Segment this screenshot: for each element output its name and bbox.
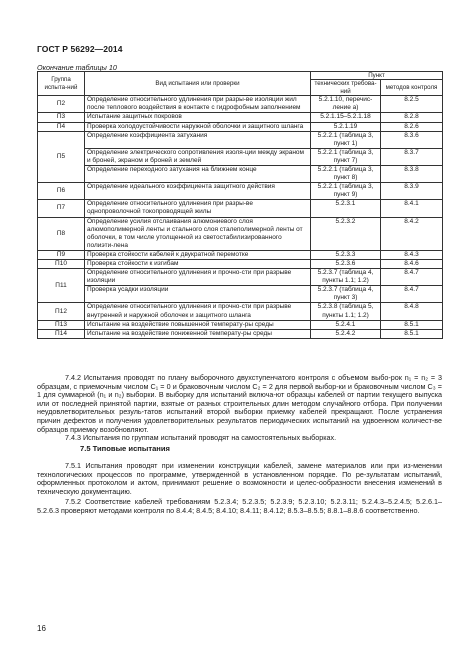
table-row xyxy=(38,250,443,259)
group-cell: П6 xyxy=(38,183,85,200)
methods-cell: 8.2.8 xyxy=(381,113,443,122)
table-row xyxy=(38,183,443,200)
group-cell: П9 xyxy=(38,250,85,259)
group-cell: П14 xyxy=(38,329,85,338)
table-caption: Окончание таблицы 10 xyxy=(37,63,117,72)
methods-cell: 8.5.1 xyxy=(381,329,443,338)
test-type-cell: Определение идеального коэффициента защитного действия xyxy=(85,183,311,200)
requirements-cell: 5.2.4.1 xyxy=(311,320,381,329)
requirements-cell: 5.2.1.15–5.2.1.18 xyxy=(311,113,381,122)
requirements-cell: 5.2.2.1 (таблица 3, пункт 7) xyxy=(311,148,381,165)
methods-cell: 8.3.6 xyxy=(381,131,443,148)
methods-cell: 8.5.1 xyxy=(381,320,443,329)
methods-cell: 8.2.5 xyxy=(381,96,443,113)
methods-cell: 8.4.7 xyxy=(381,269,443,286)
section-7-4 xyxy=(37,374,442,443)
table-row xyxy=(38,217,443,250)
methods-cell: 8.4.3 xyxy=(381,250,443,259)
table-row xyxy=(38,148,443,165)
group-cell: П4 xyxy=(38,122,85,131)
requirements-cell: 5.2.3.2 xyxy=(311,217,381,250)
test-type-cell: Определение относительного удлинения при разры-ве однопроволочной токопроводящей жилы xyxy=(85,200,311,217)
col-header-methods: методов контроля xyxy=(381,80,443,96)
methods-cell: 8.4.1 xyxy=(381,200,443,217)
table-row xyxy=(38,320,443,329)
test-type-cell: Определение переходного затухания на ближнем конце xyxy=(85,165,311,182)
requirements-cell: 5.2.1.10, перечис-ление а) xyxy=(311,96,381,113)
group-cell: П11 xyxy=(38,269,85,303)
table-row xyxy=(38,122,443,131)
methods-cell: 8.3.8 xyxy=(381,165,443,182)
requirements-cell: 5.2.3.7 (таблица 4, пункт 3) xyxy=(311,286,381,303)
group-cell: П5 xyxy=(38,131,85,183)
table-row xyxy=(38,303,443,320)
group-cell: П2 xyxy=(38,96,85,113)
requirements-cell: 5.2.3.6 xyxy=(311,260,381,269)
test-type-cell: Определение относительного удлинения и прочно-сти при разрыве изоляции xyxy=(85,269,311,286)
methods-cell: 8.4.7 xyxy=(381,286,443,303)
test-type-cell: Определение электрического сопротивления изоля-ции между экраном и броней, экраном и броней и землей xyxy=(85,148,311,165)
methods-cell: 8.2.6 xyxy=(381,122,443,131)
table-row xyxy=(38,96,443,113)
test-type-cell: Определение относительного удлинения и прочно-сти при разрыве внутренней и наружной оболочек и защитного шланга xyxy=(85,303,311,320)
col-header-group: Группа испыта-ний xyxy=(38,72,85,96)
paragraph-7-5-1: 7.5.1 Испытания проводят при изменении конструкции кабелей, замене материалов или при из-менении технологических процессов по программе, утвержденной в установленном порядке. По ре-зультатам испытаний, оформленных протоколом и актом, принимают решение о возможности и целес-ообразности внесения изменений в техническую документацию. xyxy=(37,461,442,496)
requirements-cell: 5.2.3.3 xyxy=(311,250,381,259)
test-type-cell: Проверка стойкости к изгибам xyxy=(85,260,311,269)
group-cell: П7 xyxy=(38,200,85,217)
group-cell: П3 xyxy=(38,113,85,122)
group-cell: П10 xyxy=(38,260,85,269)
requirements-cell: 5.2.2.1 (таблица 3, пункт 1) xyxy=(311,131,381,148)
methods-cell: 8.4.8 xyxy=(381,303,443,320)
table-row xyxy=(38,113,443,122)
test-type-cell: Проверка холодоустойчивости наружной оболочки и защитного шланга xyxy=(85,122,311,131)
col-header-type: Вид испытания или проверки xyxy=(85,72,311,96)
table-row xyxy=(38,269,443,286)
table-row xyxy=(38,200,443,217)
methods-cell: 8.4.6 xyxy=(381,260,443,269)
col-header-point: Пункт xyxy=(311,72,443,80)
page-number: 16 xyxy=(37,624,46,633)
col-header-requirements: технических требова-ний xyxy=(311,80,381,96)
test-type-cell: Проверка усадки изоляции xyxy=(85,286,311,303)
paragraph-7-4-3: 7.4.3 Испытания по группам испытаний проводят на самостоятельных выборках. xyxy=(65,433,337,443)
paragraph-7-5-2: 7.5.2 Соответствие кабелей требованиям 5.2.3.4; 5.2.3.5; 5.2.3.9; 5.2.3.10; 5.2.3.11; 5.2.4.3–5.2.4.5; 5.2.6.1–5.2.6.3 проверяют методами контроля по 8.4.4; 8.4.5; 8.4.10; 8.4.11; 8.4.12; 8.5.3–8.5.5; 8.8.1–8.8.6 соответственно. xyxy=(37,497,442,515)
table-row xyxy=(38,260,443,269)
table-row xyxy=(38,131,443,148)
requirements-cell: 5.2.3.7 (таблица 4, пункты 1.1; 1.2) xyxy=(311,269,381,286)
requirements-cell: 5.2.4.2 xyxy=(311,329,381,338)
test-type-cell: Испытание защитных покровов xyxy=(85,113,311,122)
test-type-cell: Определение относительного удлинения при разры-ве изоляции жил после теплового воздействия в контакте с гидрофобным заполнением xyxy=(85,96,311,113)
table-row xyxy=(38,329,443,338)
test-type-cell: Испытание на воздействие пониженной температу-ры среды xyxy=(85,329,311,338)
paragraph-7-4-2: 7.4.2 Испытания проводят по плану выборочного двухступенчатого контроля с объемом выбо-рок n₁ = n₂ = 3 образцам, с приемочным числом C₁ = 0 и браковочным числом C₂ = 2 для первой выбор-ки и браковочным числом C₃ = 1 для суммарной (n₁ и n₂) выборки. В выборку для испытаний включа-ют образцы кабелей от партии текущего выпуска или от последней принятой партии, взятые от разных строительных длин методом случайного отбора. При получении неудовлетворительных резуль-татов испытаний второй выборки приемку кабелей прекращают. После устранения причин дефектов и получения удовлетворительных результатов периодических испытаний на удвоенном количест-ве образцов приемку возобновляют. xyxy=(37,373,442,434)
group-cell: П8 xyxy=(38,217,85,250)
methods-cell: 8.3.9 xyxy=(381,183,443,200)
test-table xyxy=(37,71,443,339)
requirements-cell: 5.2.3.8 (таблица 5, пункты 1.1; 1.2) xyxy=(311,303,381,320)
methods-cell: 8.3.7 xyxy=(381,148,443,165)
table-row xyxy=(38,165,443,182)
test-type-cell: Определение коэффициента затухания xyxy=(85,131,311,148)
test-type-cell: Проверка стойкости кабелей к двукратной перемотке xyxy=(85,250,311,259)
methods-cell: 8.4.2 xyxy=(381,217,443,250)
section-heading-7-5: 7.5 Типовые испытания xyxy=(80,444,170,453)
section-7-5 xyxy=(37,462,442,516)
test-type-cell: Определение усилия отслаивания алюмониевого слоя алюмополимерной ленты и стального слоя сталеполимерной ленты от оболочки, в том числе утолщенной из светостабилизированного полиэти-лена xyxy=(85,217,311,250)
requirements-cell: 5.2.3.1 xyxy=(311,200,381,217)
standard-header: ГОСТ Р 56292—2014 xyxy=(37,44,123,54)
test-type-cell: Испытание на воздействие повышенной температу-ры среды xyxy=(85,320,311,329)
requirements-cell: 5.2.1.19 xyxy=(311,122,381,131)
table-row xyxy=(38,286,443,303)
requirements-cell: 5.2.2.1 (таблица 3, пункт 9) xyxy=(311,183,381,200)
group-cell: П12 xyxy=(38,303,85,320)
requirements-cell: 5.2.2.1 (таблица 3, пункт 8) xyxy=(311,165,381,182)
group-cell: П13 xyxy=(38,320,85,329)
